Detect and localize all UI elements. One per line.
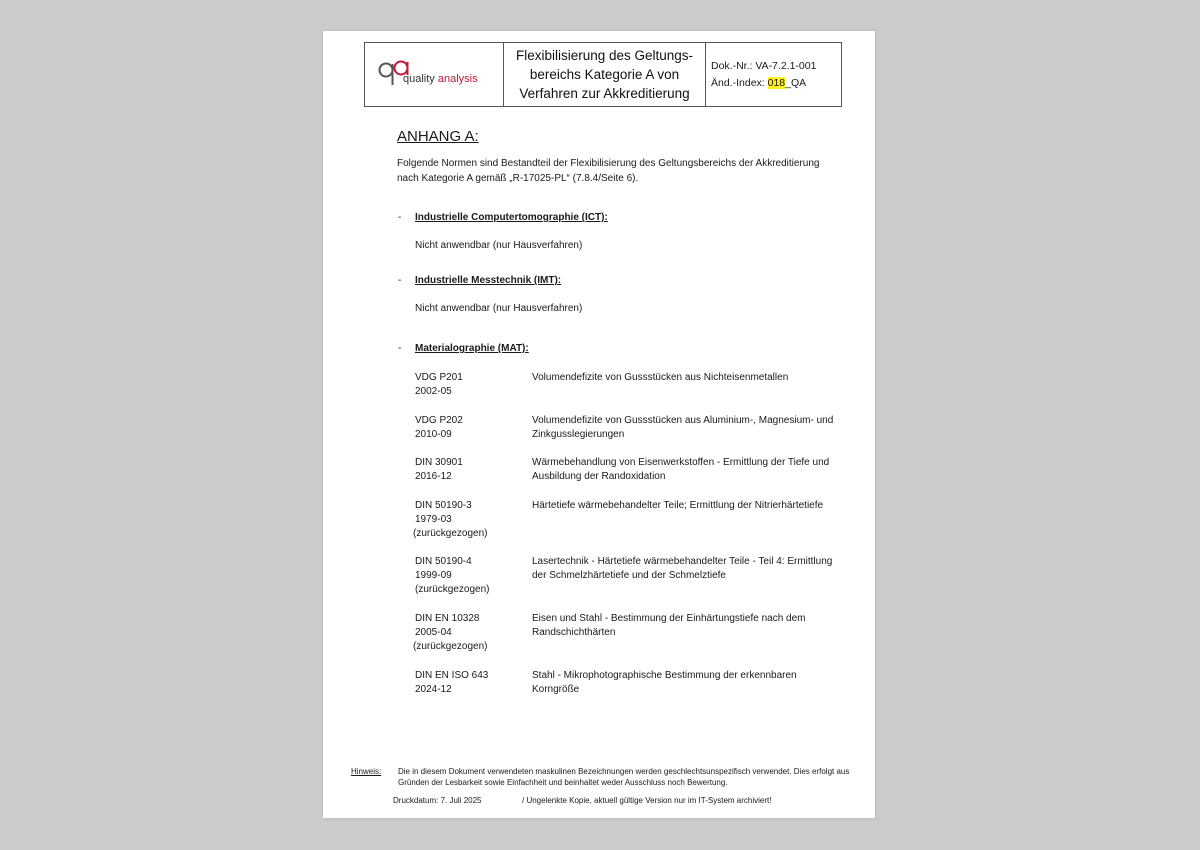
norm-description: Volumendefizite von Gussstücken aus Aluminium-, Magnesium- und Zinkgusslegierungen bbox=[532, 415, 834, 440]
document-title: Flexibilisierung des Geltungs-bereichs Kategorie A von Verfahren zur Akkreditierung bbox=[504, 43, 706, 106]
norm-entry bbox=[415, 669, 525, 697]
revision-index-value: 018 bbox=[767, 77, 786, 89]
norm-status: (zurückgezogen) bbox=[413, 528, 488, 539]
norm-code: DIN EN 10328 bbox=[415, 613, 480, 624]
section-heading-mat: Materialographie (MAT): bbox=[415, 343, 529, 354]
norm-code: DIN 30901 bbox=[415, 457, 463, 468]
section-title: ANHANG A: bbox=[397, 128, 479, 145]
norm-status: (zurückgezogen) bbox=[413, 641, 488, 652]
norm-code: DIN 50190-3 bbox=[415, 500, 472, 511]
norm-description: Lasertechnik - Härtetiefe wärmebehandelter Teile - Teil 4: Ermittlung der Schmelzhärtetiefe und der Schmelztiefe bbox=[532, 556, 833, 581]
section-heading-imt: Industrielle Messtechnik (IMT): bbox=[415, 275, 562, 286]
revision-index bbox=[711, 75, 841, 92]
norm-entry bbox=[415, 371, 525, 399]
norm-description: Wärmebehandlung von Eisenwerkstoffen - Ermittlung der Tiefe und Ausbildung der Randoxidation bbox=[532, 457, 830, 482]
revision-index-label: Änd.-Index: bbox=[711, 77, 768, 89]
norm-description: Härtetiefe wärmebehandelter Teile; Ermittlung der Nitrierhärtetiefe bbox=[532, 500, 824, 511]
print-date: Druckdatum: 7. Juli 2025 bbox=[393, 796, 482, 805]
section-heading-ict: Industrielle Computertomographie (ICT): bbox=[415, 212, 608, 223]
copy-note: / Ungelenkte Kopie, aktuell gültige Version nur im IT-System archiviert! bbox=[522, 796, 772, 805]
section-text-imt: Nicht anwendbar (nur Hausverfahren) bbox=[415, 303, 583, 314]
list-dash: - bbox=[398, 343, 402, 354]
norm-description: Volumendefizite von Gussstücken aus Nichteisenmetallen bbox=[532, 372, 789, 383]
norm-date: 2002-05 bbox=[415, 386, 452, 397]
norm-date: 1999-09 bbox=[415, 570, 452, 581]
norm-description: Eisen und Stahl - Bestimmung der Einhärtungstiefe nach dem Randschichthärten bbox=[532, 613, 806, 638]
norm-code: VDG P201 bbox=[415, 372, 463, 383]
company-logo bbox=[365, 43, 504, 106]
intro-paragraph: Folgende Normen sind Bestandteil der Flexibilisierung des Geltungsbereichs der Akkreditierung nach Kategorie A gemäß „R-17025-PL“ (7.8.4/Seite 6). bbox=[397, 158, 820, 184]
norm-status: (zurückgezogen) bbox=[415, 584, 490, 595]
norm-date: 2005-04 bbox=[415, 627, 452, 638]
logo-word-quality: quality bbox=[403, 73, 435, 85]
document-page bbox=[323, 31, 875, 818]
norm-entry bbox=[415, 612, 525, 654]
norm-entry bbox=[415, 499, 525, 541]
footer-hint-text: Die in diesem Dokument verwendeten maskulinen Bezeichnungen werden geschlechtsunspezifisch verwendet. Dies erfolgt aus Gründen der Lesbarkeit sowie Einfachheit und beinhaltet weder Ausschluss noch Bewertung. bbox=[398, 767, 850, 787]
norm-description: Stahl - Mikrophotographische Bestimmung der erkennbaren Korngröße bbox=[532, 670, 797, 695]
norm-code: DIN 50190-4 bbox=[415, 556, 472, 567]
document-meta bbox=[706, 43, 841, 106]
logo-wordmark bbox=[403, 73, 478, 85]
norm-date: 2010-09 bbox=[415, 429, 452, 440]
norm-code: DIN EN ISO 643 bbox=[415, 670, 489, 681]
document-header bbox=[364, 42, 842, 107]
doc-number: Dok.-Nr.: VA-7.2.1-001 bbox=[711, 60, 817, 72]
list-dash: - bbox=[398, 212, 402, 223]
norm-code: VDG P202 bbox=[415, 415, 463, 426]
norm-entry bbox=[415, 456, 525, 484]
logo-word-analysis: analysis bbox=[437, 73, 478, 85]
norm-entry bbox=[415, 555, 525, 597]
norm-date: 1979-03 bbox=[415, 514, 452, 525]
norm-date: 2024-12 bbox=[415, 684, 452, 695]
norm-date: 2016-12 bbox=[415, 471, 452, 482]
revision-index-suffix: _QA bbox=[785, 77, 807, 89]
list-dash: - bbox=[398, 275, 402, 286]
section-text-ict: Nicht anwendbar (nur Hausverfahren) bbox=[415, 240, 583, 251]
footer-hint-label: Hinweis: bbox=[351, 767, 382, 776]
norm-entry bbox=[415, 414, 525, 442]
